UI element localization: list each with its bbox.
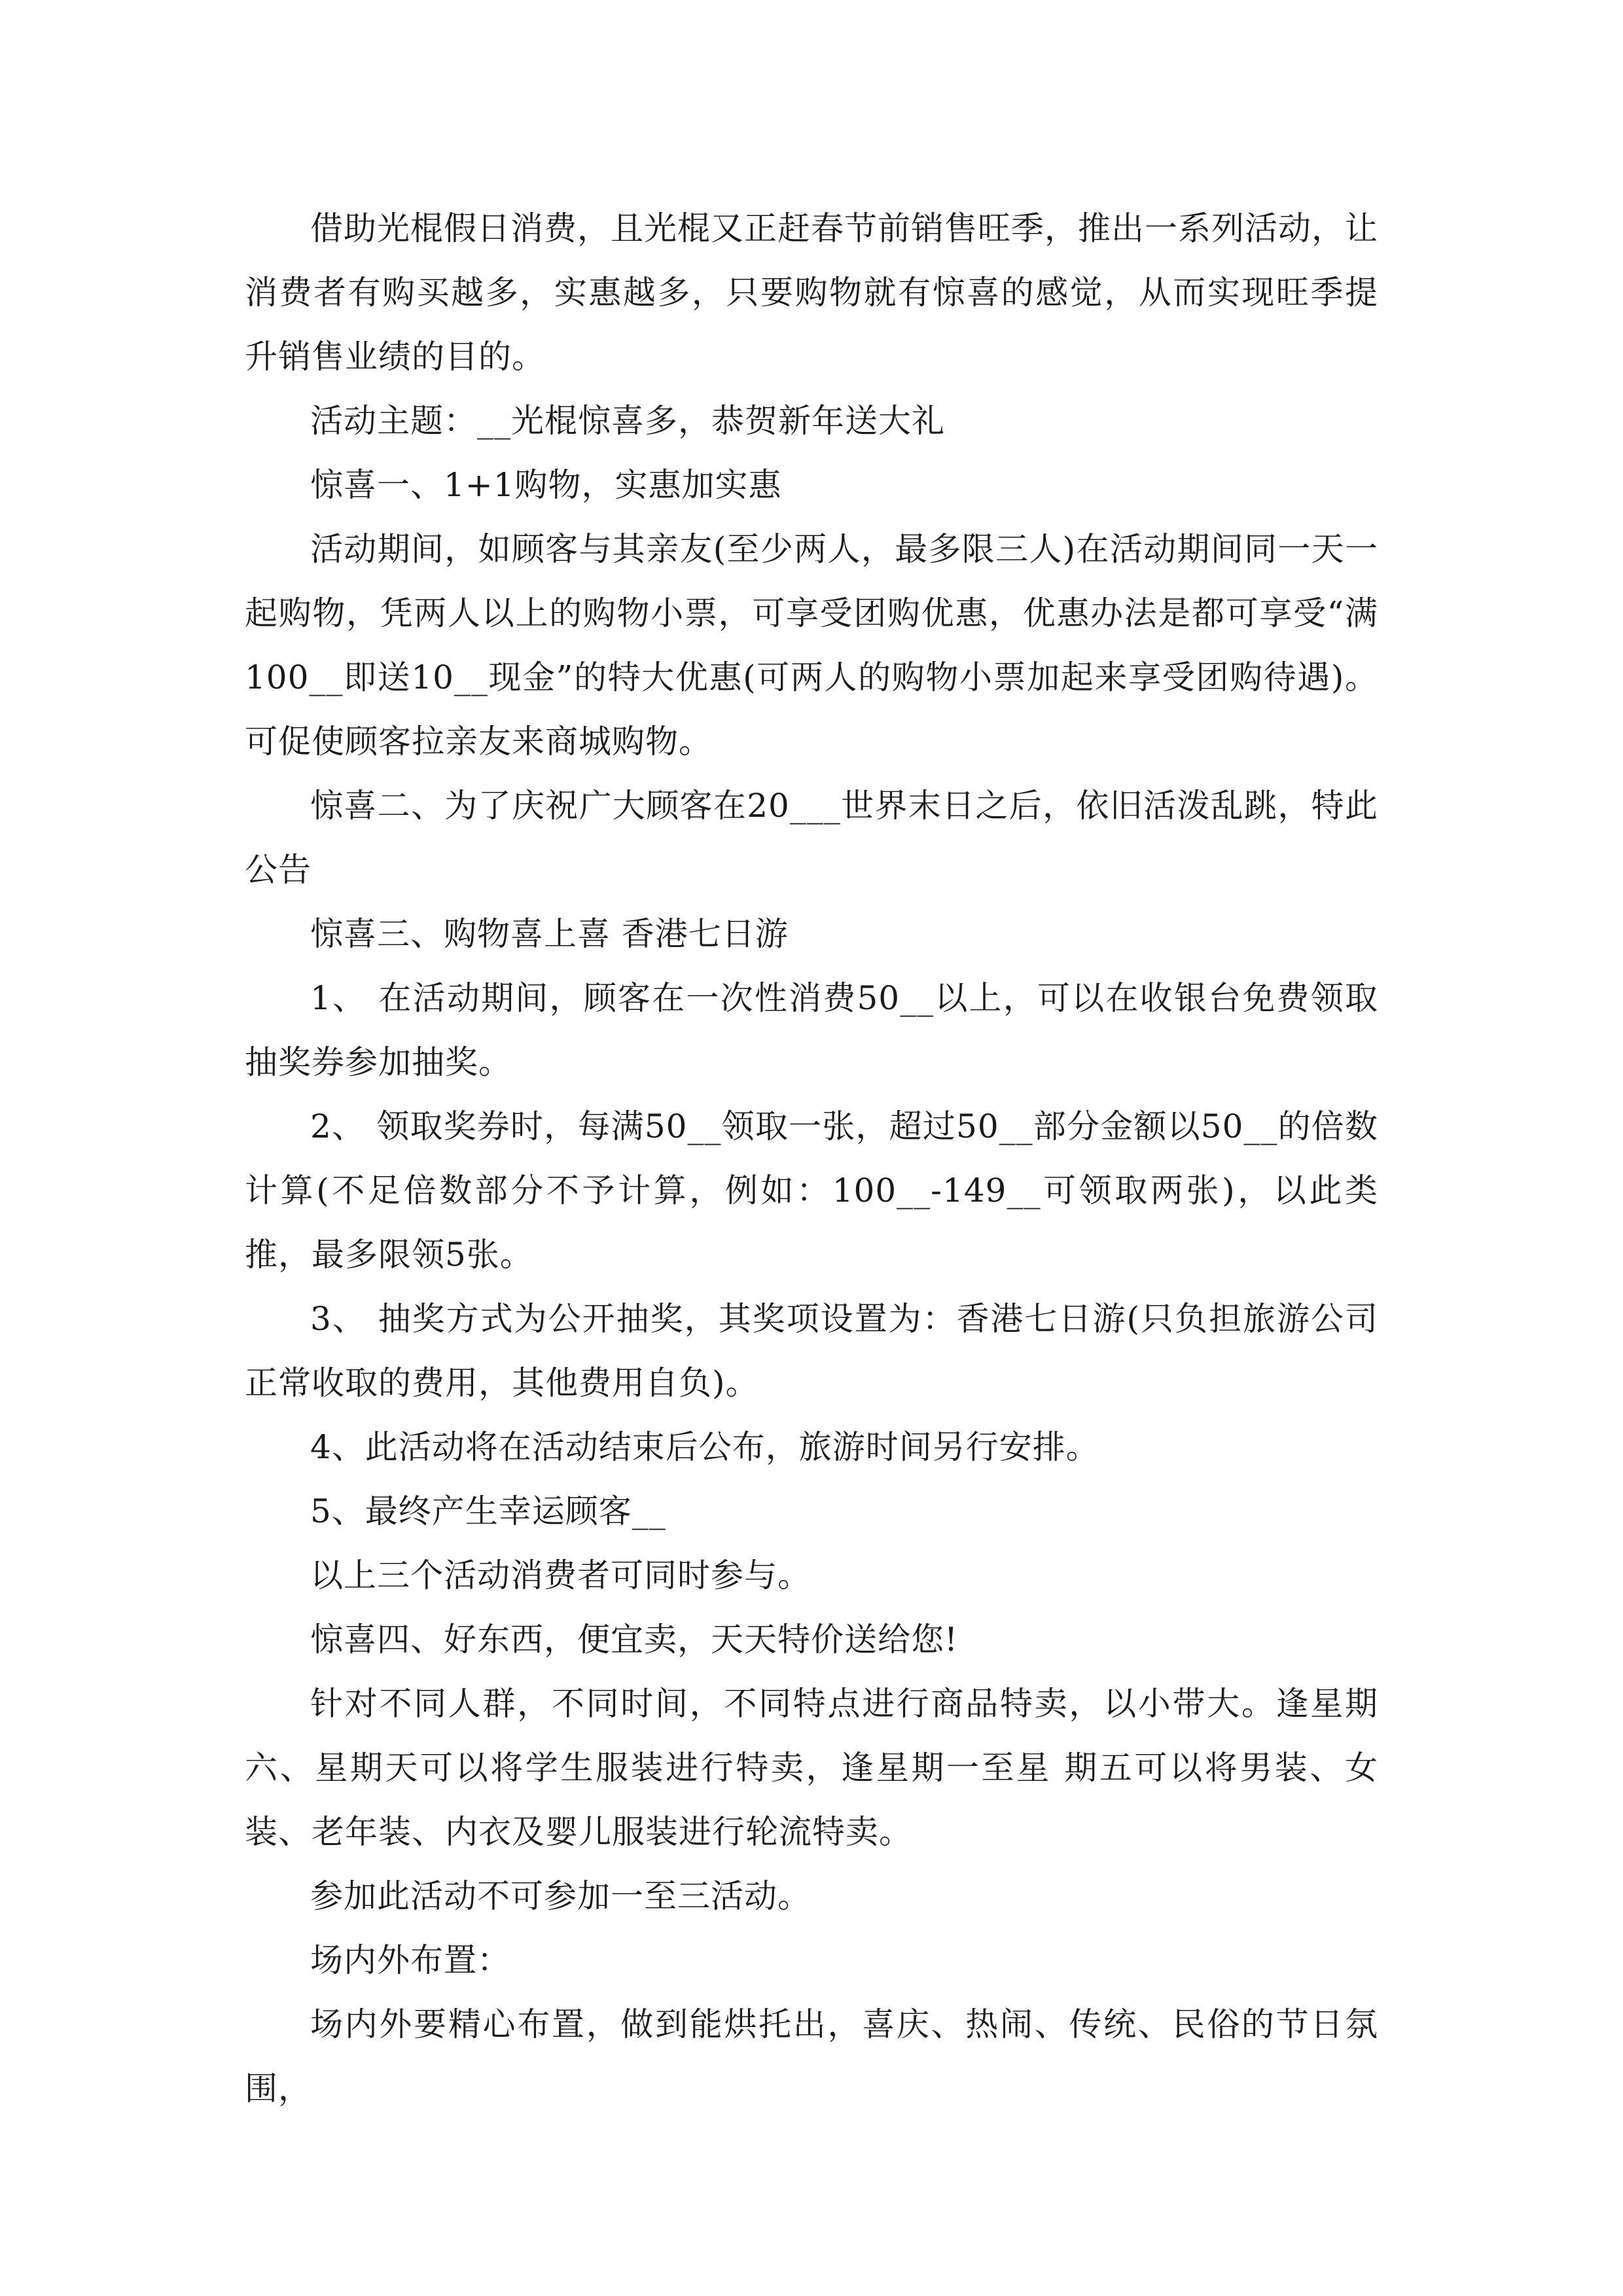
paragraph-exclusion: 参加此活动不可参加一至三活动。 <box>310 1877 811 1915</box>
paragraph-surprise-1-detail: 活动期间，如顾客与其亲友(至少两人，最多限三人)在活动期间同一天一起购物，凭两人以上的购物小票，可享受团购优惠，优惠办法是都可享受“满100__即送10__现金”的特大优惠(可两人的购物小票加起来享受团购待遇)。可促使顾客拉亲友来商城购物。 <box>245 530 1378 761</box>
paragraph-surprise-4-detail: 针对不同人群，不同时间，不同特点进行商品特卖，以小带大。逢星期六、星期天可以将学生服装进行特卖，逢星期一至星 期五可以将男装、女装、老年装、内衣及婴儿服装进行轮流特卖。 <box>245 1685 1378 1851</box>
paragraph-intro: 借助光棍假日消费，且光棍又正赶春节前销售旺季，推出一系列活动，让消费者有购买越多，实惠越多，只要购物就有惊喜的感觉，从而实现旺季提升销售业绩的目的。 <box>245 209 1378 376</box>
paragraph-note: 以上三个活动消费者可同时参与。 <box>310 1556 811 1594</box>
list-item-4: 4、此活动将在活动结束后公布，旅游时间另行安排。 <box>310 1428 1099 1466</box>
heading-surprise-2: 惊喜二、为了庆祝广大顾客在20___世界末日之后，依旧活泼乱跳，特此公告 <box>245 787 1378 889</box>
paragraph-theme: 活动主题：__光棍惊喜多，恭贺新年送大礼 <box>310 402 945 440</box>
paragraph-venue-layout: 场内外要精心布置，做到能烘托出，喜庆、热闹、传统、民俗的节日氛围， <box>245 2005 1378 2108</box>
heading-surprise-3: 惊喜三、购物喜上喜 香港七日游 <box>310 915 789 953</box>
list-item-5: 5、最终产生幸运顾客__ <box>310 1492 666 1530</box>
heading-surprise-4: 惊喜四、好东西，便宜卖，天天特价送给您! <box>310 1621 959 1659</box>
heading-surprise-1: 惊喜一、1+1购物，实惠加实惠 <box>310 466 782 504</box>
heading-venue-layout: 场内外布置： <box>310 1941 510 1979</box>
document-body <box>245 196 1378 2121</box>
list-item-2: 2、 领取奖券时，每满50__领取一张，超过50__部分金额以50__的倍数计算(不足倍数部分不予计算，例如：100__-149__可领取两张)，以此类推，最多限领5张。 <box>245 1107 1378 1274</box>
list-item-3: 3、 抽奖方式为公开抽奖，其奖项设置为：香港七日游(只负担旅游公司正常收取的费用，其他费用自负)。 <box>245 1300 1378 1402</box>
list-item-1: 1、 在活动期间，顾客在一次性消费50__以上，可以在收银台免费领取抽奖券参加抽奖。 <box>245 979 1378 1081</box>
